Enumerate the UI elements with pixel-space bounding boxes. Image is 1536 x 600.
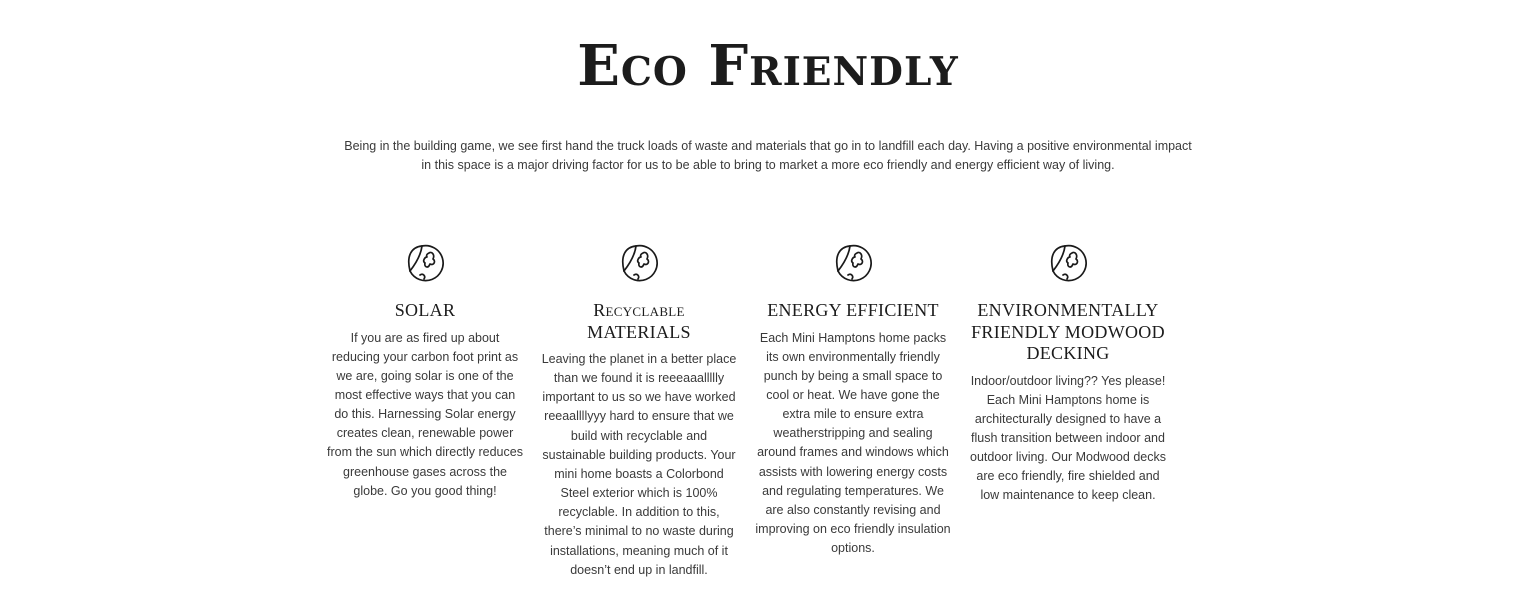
eco-globe-leaf-icon [618,242,660,284]
page-title: Eco Friendly [577,33,959,99]
eco-globe-leaf-icon [404,242,446,284]
feature-text: Indoor/outdoor living?? Yes please! Each Mini Hamptons home is architecturally designed to have a flush transition between indoor and outdoor living. Our Modwood decks are eco friendly, fire shielded and low maintenance to keep clean. [970,373,1166,503]
feature-energy-efficient [755,242,951,558]
feature-text: Leaving the planet in a better place than we found it is reeeaaallllly important to us so we have worked reeaallllyyy hard to ensure that we build with recyclable and sustainable building products. Your mini home boasts a Colorbond Steel exterior which is 100% recyclable. In addition to this, there’s minimal to no waste during installations, meaning much of it doesn’t end up in landfill. [541,352,737,577]
feature-text: Each Mini Hamptons home packs its own environmentally friendly punch by being a small space to cool or heat. We have gone the extra mile to ensure extra weatherstripping and sealing around frames and windows which assists with lowering energy costs and regulating temperatures. We are also constantly revising and improving on eco friendly insulation options. [755,330,951,556]
eco-globe-leaf-icon [832,242,874,284]
feature-solar [327,242,523,501]
feature-recyclable-materials [541,242,737,580]
feature-text: If you are as fired up about reducing your carbon foot print as we are, going solar is one of the most effective ways that you can do this. Harnessing Solar energy creates clean, renewable power from the sun which directly reduces greenhouse gases across the globe. Go you good thing! [327,330,523,498]
feature-modwood-decking [970,242,1166,506]
feature-title: ENVIRONMENTALLY FRIENDLY MODWOOD DECKING [971,300,1165,363]
intro-paragraph: Being in the building game, we see first hand the truck loads of waste and materials that go in to landfill each day. Having a positive environmental impact in this space is a major driving factor for us to be able to bring to market a more eco friendly and energy efficient way of living. [344,139,1192,172]
eco-globe-leaf-icon [1047,242,1089,284]
feature-title: SOLAR [394,300,456,320]
feature-title: Recyclable MATERIALS [587,300,691,342]
feature-title: ENERGY EFFICIENT [767,300,939,320]
